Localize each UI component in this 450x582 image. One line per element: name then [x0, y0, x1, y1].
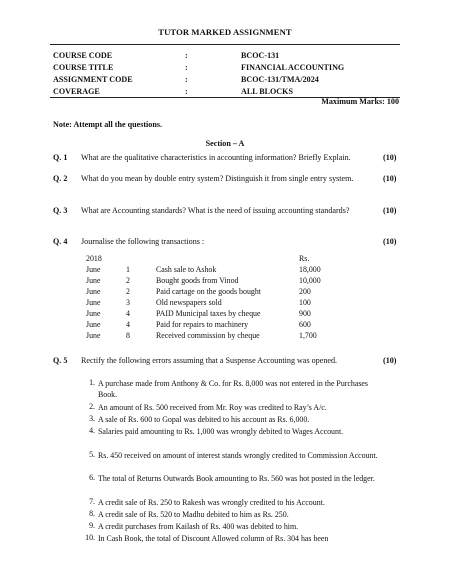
question-text: Rectify the following errors assuming that a Suspense Accounting was opened.: [81, 356, 338, 365]
question-number: Q. 2: [53, 174, 68, 183]
error-text: The total of Returns Outwards Book amounting to Rs. 560 was hot posted in the ledger.: [98, 474, 375, 483]
error-text: Salaries paid amounting to Rs. 1,000 was wrongly debited to Wages Account.: [98, 427, 344, 436]
transaction-amount: 600: [299, 320, 311, 329]
transaction-day: 1: [126, 265, 130, 274]
error-number: 9.: [89, 521, 95, 530]
colon: :: [185, 75, 188, 84]
assignment-code-label: ASSIGNMENT CODE: [53, 75, 133, 84]
page-title: TUTOR MARKED ASSIGNMENT: [158, 27, 292, 37]
error-number: 6.: [89, 473, 95, 482]
question-marks: (10): [383, 356, 397, 365]
error-text: A purchase made from Anthony & Co. for Rs. 8,000 was not entered in the Purchases Book.: [98, 379, 368, 399]
transaction-amount: 200: [299, 287, 311, 296]
course-title-label: COURSE TITLE: [53, 63, 114, 72]
transaction-amount: 18,000: [299, 265, 321, 274]
transaction-month: June: [86, 309, 101, 318]
transaction-month: June: [86, 331, 101, 340]
transaction-amount: 1,700: [299, 331, 317, 340]
error-number: 10.: [85, 533, 95, 542]
transaction-month: June: [86, 287, 101, 296]
transaction-day: 4: [126, 320, 130, 329]
transaction-day: 2: [126, 276, 130, 285]
error-number: 7.: [89, 497, 95, 506]
error-text: A sale of Rs. 600 to Gopal was debited to his account as Rs. 6,000.: [98, 415, 310, 424]
error-text: An amount of Rs. 500 received from Mr. Roy was credited to Ray’s A/c.: [98, 403, 327, 412]
transaction-description: PAID Municipal taxes by cheque: [156, 309, 261, 318]
colon: :: [185, 63, 188, 72]
transaction-month: June: [86, 298, 101, 307]
error-number: 3.: [89, 414, 95, 423]
colon: :: [185, 87, 188, 96]
error-text: A credit purchases from Kailash of Rs. 400 was debited to him.: [98, 522, 299, 531]
question-marks: (10): [383, 237, 397, 246]
error-text: A credit sale of Rs. 250 to Rakesh was wrongly credited to his Account.: [98, 498, 325, 507]
transaction-description: Cash sale to Ashok: [156, 265, 217, 274]
transaction-amount: 10,000: [299, 276, 321, 285]
question-number: Q. 3: [53, 206, 68, 215]
transaction-day: 4: [126, 309, 130, 318]
transaction-description: Paid for repairs to machinery: [156, 320, 249, 329]
transaction-description: Received commission by cheque: [156, 331, 260, 340]
section-heading: Section – A: [205, 139, 245, 148]
coverage-label: COVERAGE: [53, 87, 100, 96]
transaction-amount: 900: [299, 309, 311, 318]
question-number: Q. 4: [53, 237, 68, 246]
year-header: 2018: [86, 254, 102, 263]
transaction-day: 3: [126, 298, 130, 307]
top-rule: [50, 44, 400, 45]
question-marks: (10): [383, 153, 397, 162]
transaction-month: June: [86, 265, 101, 274]
coverage-value: ALL BLOCKS: [241, 87, 293, 96]
question-text: What are Accounting standards? What is the need of issuing accounting standards?: [81, 206, 350, 215]
course-code-label: COURSE CODE: [53, 51, 113, 60]
transaction-day: 2: [126, 287, 130, 296]
question-number: Q. 1: [53, 153, 68, 162]
assignment-code-value: BCOC-131/TMA/2024: [241, 75, 319, 84]
question-marks: (10): [383, 174, 397, 183]
question-text: What are the qualitative characteristics in accounting information? Briefly Explain.: [81, 153, 351, 162]
colon: :: [185, 51, 188, 60]
amount-header: Rs.: [299, 254, 310, 263]
error-text: A credit sale of Rs. 520 to Madhu debited to him as Rs. 250.: [98, 510, 289, 519]
error-number: 8.: [89, 509, 95, 518]
course-title-value: FINANCIAL ACCOUNTING: [241, 63, 345, 72]
instructions-note: Note: Attempt all the questions.: [53, 120, 163, 129]
transaction-amount: 100: [299, 298, 311, 307]
question-text: Journalise the following transactions :: [81, 237, 205, 246]
error-text: Rs. 450 received on amount of interest stands wrongly credited to Commission Account.: [98, 451, 378, 460]
question-marks: (10): [383, 206, 397, 215]
question-number: Q. 5: [53, 356, 68, 365]
course-code-value: BCOC-131: [241, 51, 280, 60]
transaction-description: Bought goods from Vinod: [156, 276, 239, 285]
transaction-day: 8: [126, 331, 130, 340]
error-number: 2.: [89, 402, 95, 411]
transaction-month: June: [86, 320, 101, 329]
transaction-description: Old newspapers sold: [156, 298, 222, 307]
error-number: 5.: [89, 450, 95, 459]
transaction-month: June: [86, 276, 101, 285]
maximum-marks: Maximum Marks: 100: [321, 97, 399, 106]
error-number: 1.: [89, 378, 95, 387]
error-text: In Cash Book, the total of Discount Allowed column of Rs. 304 has been: [98, 534, 329, 543]
question-text: What do you mean by double entry system? Distinguish it from single entry system.: [81, 174, 354, 183]
error-number: 4.: [89, 426, 95, 435]
transaction-description: Paid cartage on the goods bought: [156, 287, 261, 296]
